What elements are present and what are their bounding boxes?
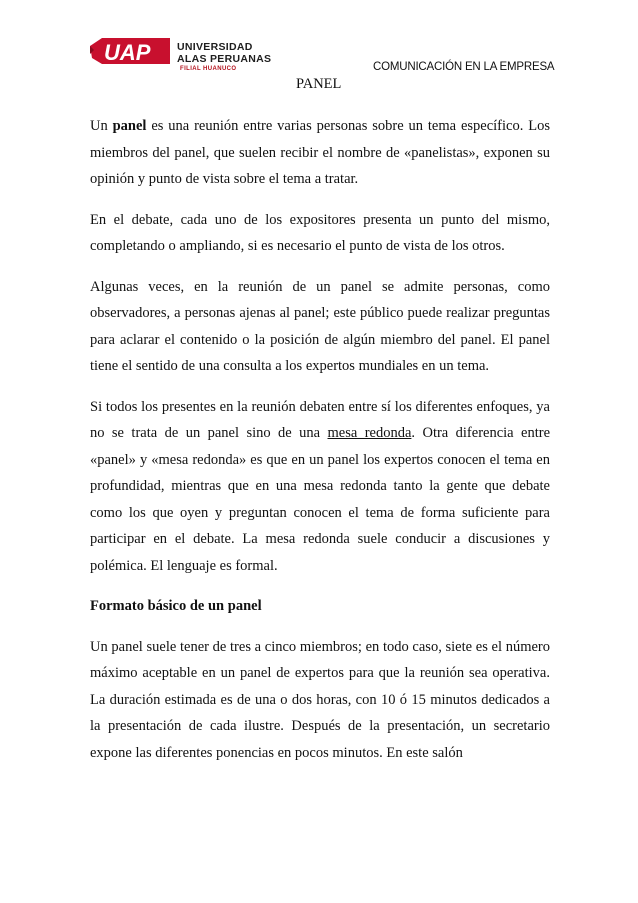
paragraph-debate: En el debate, cada uno de los expositores presenta un punto del mismo, completando o ampliando, si es necesario el punto de vista de los otros. [90, 211, 550, 254]
paragraph-definition [90, 113, 550, 193]
page-header [0, 0, 638, 100]
paragraph-text: es una reunión entre varias personas sobre un tema específico. Los miembros del panel, que suelen recibir el nombre de «panelistas», exponen su opinión y punto de vista sobre el tema a tratar. [90, 118, 550, 187]
page-title: PANEL [296, 76, 342, 92]
paragraph-text: Si todos los presentes en la reunión debaten entre sí los diferentes enfoques, ya no se trata de un panel sino de una [90, 398, 550, 441]
document-body [90, 113, 550, 780]
company-header-text: COMUNICACIÓN EN LA EMPRESA [373, 61, 555, 73]
mesa-redonda-link[interactable]: mesa redonda [327, 425, 412, 441]
section-heading: Formato básico de un panel [90, 598, 262, 614]
logo-mark-text: UAP [104, 40, 151, 65]
uap-logo-mark-icon [90, 36, 175, 68]
paragraph-format: Un panel suele tener de tres a cinco miembros; en todo caso, siete es el número máximo aceptable en un panel de expertos para que la reunión sea operativa. La duración estimada es de una o dos horas, con 10 ó 15 minutos dedicados a la presentación de cada ilustre. Después de la presentación, un secretario expone las diferentes ponencias en pocos minutos. En este salón [90, 638, 550, 761]
university-logo [90, 36, 272, 76]
paragraph-differences [90, 394, 550, 580]
logo-university-text: UNIVERSIDAD [177, 41, 253, 53]
paragraph-observers: Algunas veces, en la reunión de un panel se admite personas, como observadores, a personas ajenas al panel; este público puede realizar preguntas para aclarar el contenido o la posición de algún miembro del panel. El panel tiene el sentido de una consulta a los expertos mundiales en un tema. [90, 278, 550, 374]
paragraph-text: . Otra diferencia entre «panel» y «mesa redonda» es que en un panel los expertos conocen el tema en profundidad, mientras que en una mesa redonda tanto la gente que debate como los que oyen y preguntan conocen el tema de forma suficiente para participar en el debate. La mesa redonda suele conducir a discusiones y polémica. El lenguaje es formal. [90, 425, 551, 574]
paragraph-text: Un [90, 118, 113, 134]
logo-filial-text: FILIAL HUANUCO [180, 66, 237, 72]
logo-alas-peruanas-text: ALAS PERUANAS [177, 53, 272, 65]
bold-term: panel [112, 118, 147, 134]
